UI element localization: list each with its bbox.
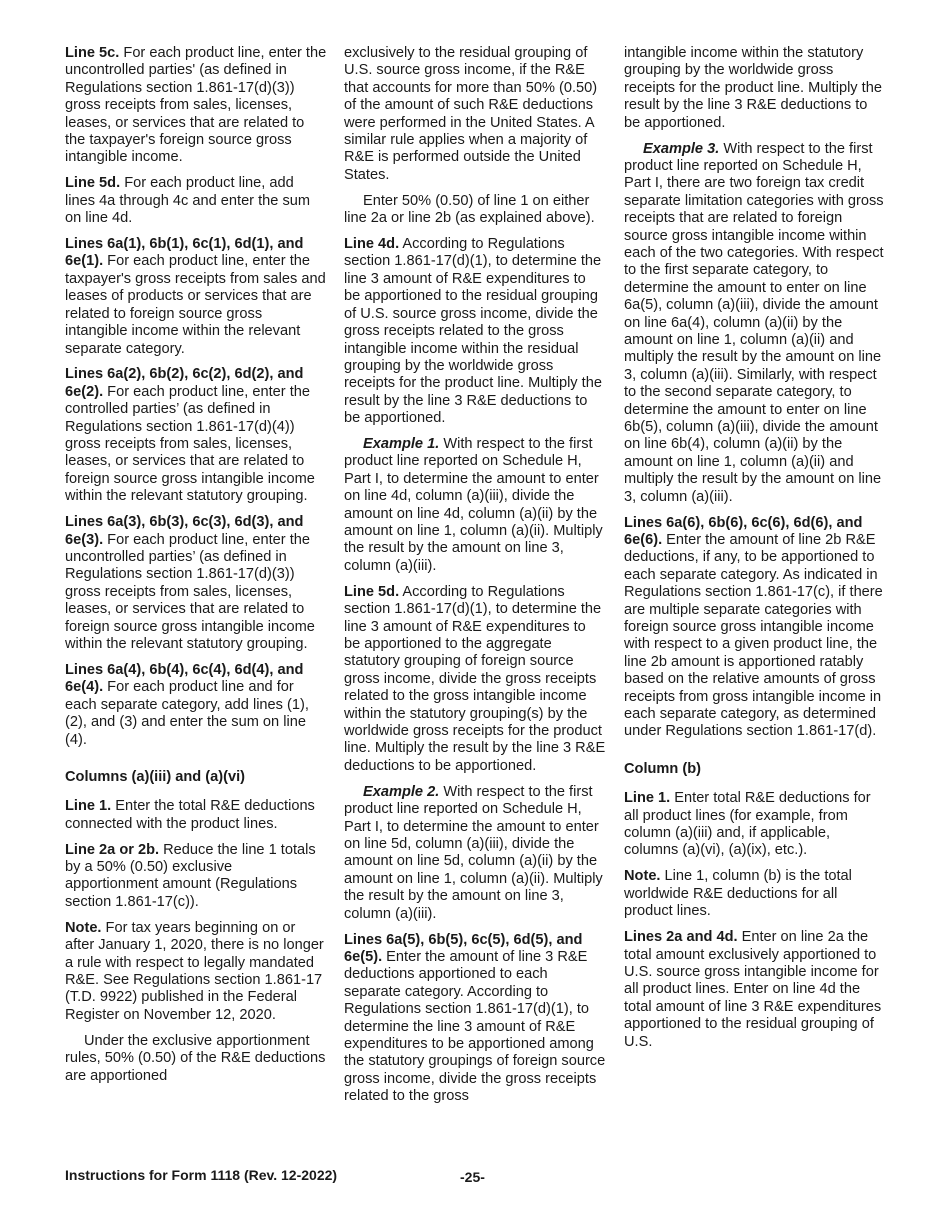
paragraph-text: According to Regulations section 1.861-17(d)(1), to determine the line 3 amount of R&E expenditures to be apportioned to the residual grouping of U.S. source gross income, divide the gross receipts related to the gross intangible income within the residual grouping by the worldwide gross receipts for the product line. Multiply the result by the line 3 R&E deductions to be apportioned. [344,236,602,427]
example-paragraph [344,436,606,575]
paragraph: Enter 50% (0.50) of line 1 on either line 2a or line 2b (as explained above). [344,192,595,227]
paragraph-text: For tax years beginning on or after January 1, 2020, there is no longer a rule with respect to legally mandated R&E. See Regulations section 1.861-17 (T.D. 9922) published in the Federal Register on November 12, 2020. [65,919,324,1023]
paragraph-lead: Note. [65,919,102,936]
paragraph-lead: Line 1. [65,798,112,815]
text-column-2 [344,45,606,1114]
text-column-3 [624,45,886,1059]
note-paragraph [65,920,327,1024]
paragraph-text: Enter on line 2a the total amount exclusively apportioned to U.S. source gross intangible income for all product lines. Enter on line 4d the total amount of line 3 R&E expenditures apportioned to the residual grouping of U.S. [624,929,882,1050]
example-paragraph [624,141,886,507]
paragraph [624,929,886,1051]
example-lead: Example 3. [643,140,720,157]
example-lead: Example 2. [363,783,440,800]
paragraph-lead: Line 5c. [65,45,120,61]
paragraph-text: With respect to the first product line reported on Schedule H, Part I, to determine the amount to enter on line 4d, column (a)(iii), divide the amount on line 4d, column (a)(ii) by the amount on line 1, column (a)(ii). Multiply the result by the amount on line 3, column (a)(iii). [344,436,603,574]
paragraph-lead: Lines 6a(5), 6b(5), 6c(5), 6d(5), and 6e(5). [344,931,583,965]
paragraph-lead: Line 4d. [344,236,400,253]
paragraph-lead: Note. [624,868,661,885]
paragraph [624,515,886,741]
paragraph-lead: Lines 6a(6), 6b(6), 6c(6), 6d(6), and 6e(6). [624,514,863,548]
paragraph-text: Line 1, column (b) is the total worldwide R&E deductions for all product lines. [624,868,852,920]
paragraph [65,842,327,912]
paragraph-text: Enter total R&E deductions for all product lines (for example, from column (a)(iii) and, if applicable, columns (a)(vi), (a)(ix), etc.). [624,790,871,859]
note-paragraph [624,868,886,920]
paragraph-text: Reduce the line 1 totals by a 50% (0.50) exclusive apportionment amount (Regulations section 1.861-17(c)). [65,841,316,910]
paragraph-lead: Line 1. [624,790,671,807]
paragraph: Under the exclusive apportionment rules, 50% (0.50) of the R&E deductions are apportioned [65,1032,326,1084]
paragraph [344,932,606,1106]
paragraph [344,584,606,775]
paragraph-lead: Lines 6a(4), 6b(4), 6c(4), 6d(4), and 6e(4). [65,661,304,696]
paragraph-text: For each product line, enter the controlled parties’ (as defined in Regulations section 1.861-17(d)(4)) gross receipts from sales, licenses, leases, or services that are related to foreign source gross intangible income within the relevant statutory grouping. [65,383,315,505]
footer-page-number: -25- [460,1169,485,1185]
paragraph [65,662,327,749]
paragraph: intangible income within the statutory grouping by the worldwide gross receipts for the product line. Multiply the result by the line 3 R&E deductions to be apportioned. [624,45,882,131]
paragraph-text: According to Regulations section 1.861-17(d)(1), to determine the line 3 amount of R&E expenditures to be apportioned to the aggregate statutory grouping of foreign source gross income, divide the gross receipts related to the gross intangible income within the statutory grouping(s) by the worldwide gross receipts for the product line. Multiply the result by the line 3 R&E deductions to be apportioned. [344,583,606,774]
paragraph-lead: Line 5d. [65,175,121,192]
example-lead: Example 1. [363,436,440,453]
example-paragraph [344,784,606,923]
paragraph [65,236,327,358]
paragraph-text: With respect to the first product line reported on Schedule H, Part I, to determine the amount to enter on line 5d, column (a)(iii), divide the amount on line 5d, column (a)(ii) by the amount on line 1, column (a)(ii). Multiply the result by the amount on line 3, column (a)(iii). [344,783,603,922]
paragraph-lead: Line 2a or 2b. [65,841,160,858]
paragraph [65,175,327,227]
paragraph-lead: Lines 2a and 4d. [624,929,738,946]
paragraph [65,798,327,833]
paragraph-lead: Lines 6a(2), 6b(2), 6c(2), 6d(2), and 6e(2). [65,366,304,400]
paragraph [65,45,327,167]
paragraph-text: For each product line and for each separate category, add lines (1), (2), and (3) and enter the sum on line (4). [65,679,309,748]
paragraph-text: With respect to the first product line reported on Schedule H, Part I, there are two foreign tax credit separate limitation categories with gross receipts that are related to foreign source gross intangible income within each of the two categories. With respect to the first separate category, to determine the amount to enter on line 6a(5), column (a)(iii), divide the amount on line 6a(4), column (a)(ii) by the amount on line 1, column (a)(ii) and multiply the result by the amount on line 3, column (a)(iii). Similarly, with respect to the second separate category, to determine the amount to enter on line 6b(5), column (a)(iii), divide the amount on line 6b(4), column (a)(ii) by the amount on line 1, column (a)(ii) and multiply the result by the amount on line 3, column (a)(iii). [624,140,884,505]
paragraph-text: Enter the amount of line 3 R&E deductions apportioned to each separate category. According to Regulations section 1.861-17(d)(1), to determine the line 3 amount of R&E expenditures to be apportioned among the statutory groupings of foreign source gross income, divide the gross receipts related to the gross [344,948,606,1105]
section-heading: Columns (a)(iii) and (a)(vi) [65,768,245,785]
section-heading: Column (b) [624,760,702,777]
paragraph-lead: Lines 6a(1), 6b(1), 6c(1), 6d(1), and 6e(1). [65,236,304,270]
paragraph-text: For each product line, enter the uncontrolled parties' (as defined in Regulations section 1.861-17(d)(3)) gross receipts from sales, licenses, leases, or services that are related to the taxpayer's foreign source gross intangible income. [65,45,327,166]
paragraph-lead: Line 5d. [344,583,400,600]
text-column-1 [65,45,327,1093]
paragraph [344,236,606,427]
footer-form-name: Instructions for Form 1118 (Rev. 12-2022) [65,1167,338,1183]
paragraph-text: Enter the total R&E deductions connected with the product lines. [65,798,315,832]
paragraph: exclusively to the residual grouping of U.S. source gross income, if the R&E that accounts for more than 50% (0.50) of the amount of such R&E deductions were performed in the United States. A similar rule applies when a majority of R&E is performed outside the United States. [344,45,598,183]
paragraph-text: For each product line, add lines 4a through 4c and enter the sum on line 4d. [65,175,311,227]
page-footer [65,1167,885,1187]
paragraph-text: Enter the amount of line 2b R&E deductions, if any, to be apportioned to each separate category. As indicated in Regulations section 1.861-17(c), if there are multiple separate categories with foreign source gross intangible income with respect to a given product line, the line 2b amount is apportioned ratably based on the relative amounts of gross receipts from gross intangible income in each separate category, as determined under Regulations section 1.861-17(d). [624,531,883,740]
paragraph [624,790,886,860]
paragraph [65,514,327,653]
paragraph [65,366,327,505]
paragraph-text: For each product line, enter the taxpayer's gross receipts from sales and leases of products or services that are related to foreign source gross intangible income within the relevant separate category. [65,253,326,357]
paragraph-lead: Lines 6a(3), 6b(3), 6c(3), 6d(3), and 6e(3). [65,514,304,548]
paragraph-text: For each product line, enter the uncontrolled parties’ (as defined in Regulations section 1.861-17(d)(3)) gross receipts from sales, licenses, leases, or services that are related to foreign source gross intangible income within the relevant statutory grouping. [65,531,315,652]
